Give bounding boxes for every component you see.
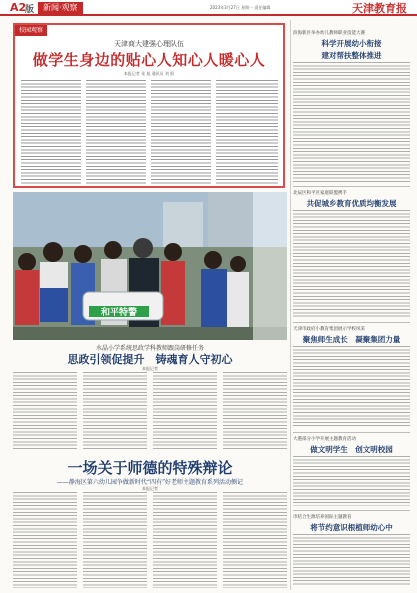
middle-story-column <box>13 372 77 450</box>
top-story-byline: 本报记者 张 旭 通讯员 刘 阳 <box>123 71 175 76</box>
top-story-kicker: 天津商大建强心理队伍 <box>114 40 184 48</box>
right-story-text <box>293 456 410 506</box>
middle-story-column <box>223 372 287 450</box>
bottom-story-column <box>83 492 147 588</box>
students-police-photo <box>13 192 287 340</box>
right-story-headline: 建对帮扶整体推进 <box>321 51 382 60</box>
page-label: 版 <box>25 5 35 15</box>
middle-story-kicker: 水晶小学系统思政学科教师跟岗研修任务 <box>95 345 204 352</box>
right-story-text <box>293 346 410 428</box>
right-divider <box>293 322 410 323</box>
bottom-story-column <box>153 492 217 588</box>
column-divider <box>290 20 291 590</box>
right-story-text <box>293 210 410 318</box>
page-number: A2 <box>10 1 27 14</box>
middle-story-byline: 本报记者 <box>142 366 158 371</box>
top-story-headline: 做学生身边的贴心人知心人暖心人 <box>32 51 266 69</box>
right-story-text <box>293 534 410 586</box>
middle-story-headline: 思政引领促提升 铸魂育人守初心 <box>67 353 233 366</box>
section-label: 新闻·观察 <box>38 2 83 14</box>
top-story-column <box>216 80 278 184</box>
bottom-story-column <box>13 492 77 588</box>
right-story-kicker: 北辰区和平区家庭联盟携手 <box>293 191 347 196</box>
middle-story-column <box>83 372 147 450</box>
right-story-headline: 聚焦师生成长 凝聚集团力量 <box>302 335 401 344</box>
right-divider <box>293 432 410 433</box>
right-story-headline: 做文明学生 创文明校园 <box>310 445 393 454</box>
middle-story-column <box>153 372 217 450</box>
top-story <box>13 23 285 188</box>
bottom-story-byline: 本报记者 <box>142 486 158 491</box>
top-story-column <box>86 80 146 184</box>
right-story-headline: 共促城乡教育优质均衡发展 <box>306 199 397 208</box>
masthead <box>0 0 417 16</box>
photo-caption <box>253 192 287 340</box>
photo-sign-text: 和平特警 <box>100 308 138 318</box>
bottom-story-column <box>223 492 287 588</box>
bottom-story-subhead: ——静海区第六幼儿园争做新时代“四有”好老师主题教育系列活动侧记 <box>56 479 244 486</box>
right-story-text <box>293 62 410 182</box>
right-story-kicker: 市结合生源培养国际主题教育 <box>293 515 352 520</box>
news-photo <box>13 192 287 340</box>
right-story-kicker: 滨海新区举办幼儿教师职业技能大赛 <box>293 31 365 36</box>
right-story-headline: 将节约意识根植师幼心中 <box>310 523 393 532</box>
bottom-story-headline: 一场关于师德的特殊辩论 <box>67 459 233 477</box>
right-story-kicker: 大港部分小学开展主题教育活动 <box>293 437 356 442</box>
right-divider <box>293 186 410 187</box>
right-story-headline: 科学开展幼小衔接 <box>321 39 382 48</box>
top-story-column <box>21 80 81 184</box>
issue-meta: 2023年3月27日 星期一 责任编辑 <box>210 5 271 10</box>
right-column <box>293 20 410 590</box>
right-story-kicker: 天津市政府小教育集团展示学校风采 <box>293 327 365 332</box>
top-story-tag: 校园观察 <box>15 25 47 36</box>
top-story-column <box>151 80 211 184</box>
right-divider <box>293 510 410 511</box>
newspaper-logo: 天津教育报 <box>352 2 407 15</box>
